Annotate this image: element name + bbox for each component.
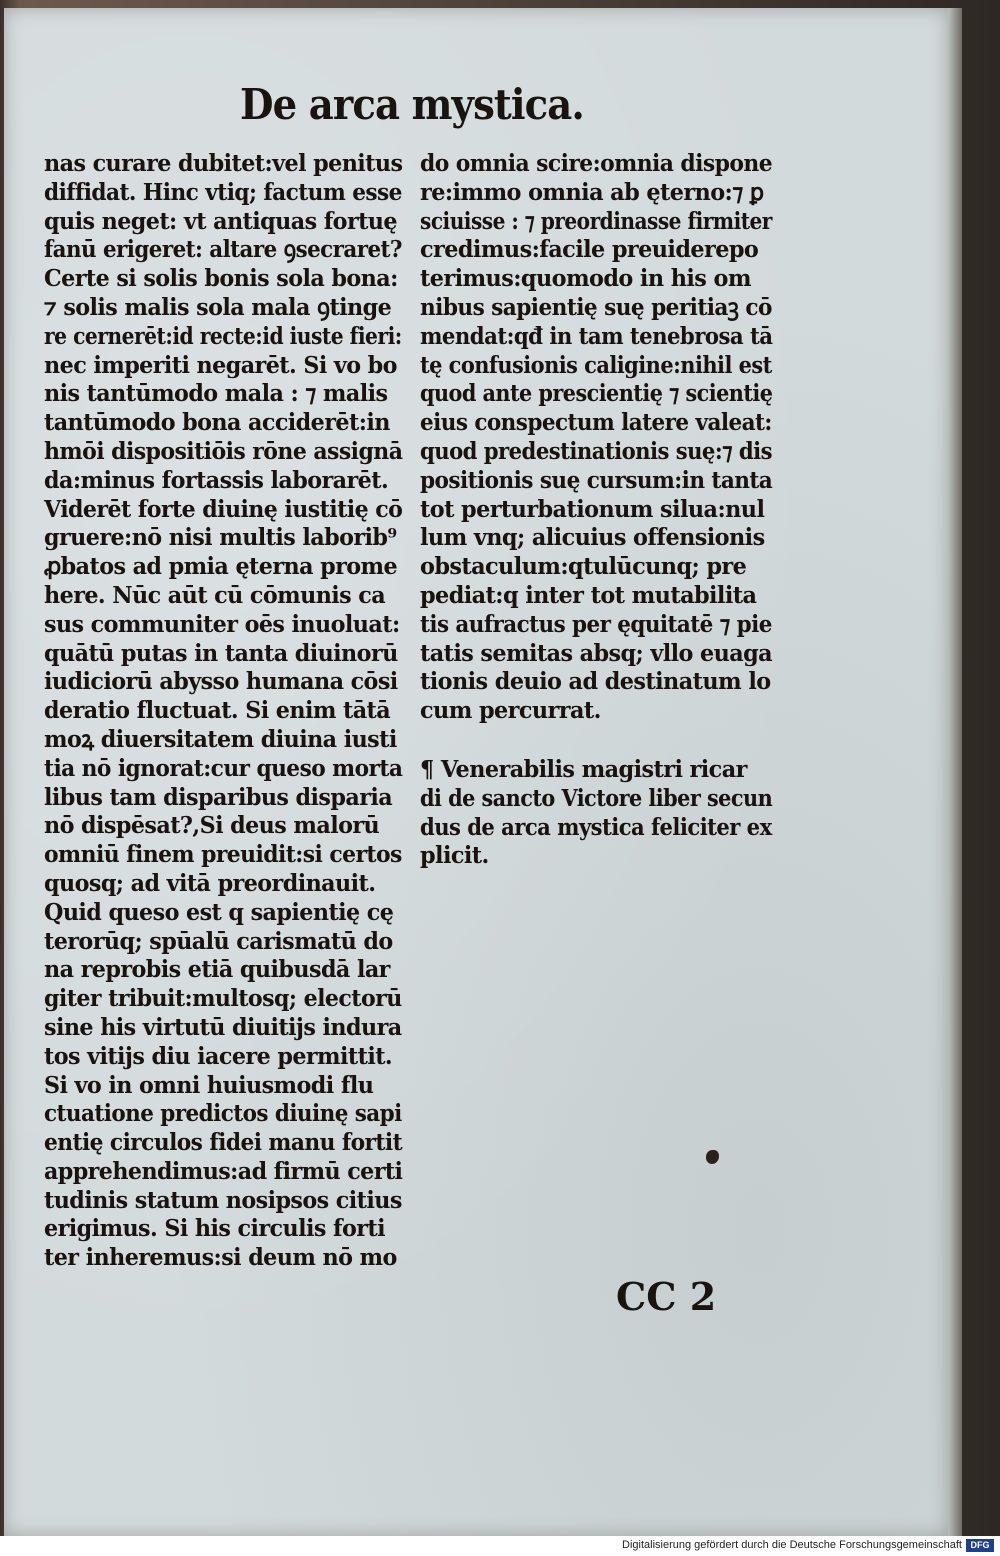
left-column-line: Si vo in omni huiusmodi flu [44, 1071, 374, 1099]
left-column-line: tos vitijs diu iacere permittit. [44, 1042, 393, 1070]
funding-credit: Digitalisierung gefördert durch die Deutsche Forschungsgemeinschaft [622, 1539, 962, 1551]
right-column-line: pediat:q inter tot mutabilita [420, 581, 757, 609]
page-edge [948, 8, 962, 1536]
left-column-line: ter inheremus:si deum nō mo [44, 1244, 397, 1272]
left-column-line: Quid queso est q sapientię cę [44, 898, 394, 926]
right-column-line: nibus sapientię suę peritiaꝫ cō [420, 293, 772, 321]
colophon-line: plicit. [420, 842, 489, 870]
right-column-line: tatis semitas absq; vllo euaga [420, 639, 773, 667]
right-column-line: tis aufractus per ęquitatē ⁊ pie [420, 610, 772, 638]
signature-mark: CC 2 [616, 1274, 717, 1319]
left-column-line: sus communiter oēs inuoluat: [44, 610, 400, 638]
left-column-line: nō dispēsat?,Si deus malorū [44, 812, 380, 840]
left-column-line: tudinis statum nosipsos citius [44, 1186, 402, 1214]
left-column-line: deratio fluctuat. Si enim tātā [44, 697, 391, 725]
left-column-line: entię circulos fidei manu fortit [44, 1129, 403, 1157]
left-column-line: nis tantūmodo mala : ⁊ malis [44, 380, 388, 408]
right-column-line: sciuisse : ⁊ preordinasse firmiter [420, 207, 772, 235]
left-column-line: da:minus fortassis laborarēt. [44, 466, 389, 494]
colophon-line: di de sancto Victore liber secun [420, 784, 773, 812]
left-column-line: iudiciorū abysso humana cōsi [44, 668, 398, 696]
right-column-line: terimus:quomodo in his om [420, 265, 751, 293]
left-column-line: ctuatione predictos diuinę sapi [44, 1100, 402, 1128]
left-column-line: apprehendimus:ad firmū certi [44, 1157, 403, 1185]
dfg-logo: DFG [966, 1539, 994, 1552]
left-column-line: Certe si solis bonis sola bona: [44, 265, 398, 293]
left-column-line: terorūq; spūalū carismatū do [44, 927, 393, 955]
left-column-line: erigimus. Si his circulis forti [44, 1215, 385, 1243]
right-column-line: mendat:qđ in tam tenebrosa tā [420, 322, 773, 350]
right-column-line: cum percurrat. [420, 697, 601, 725]
ink-blot [706, 1150, 719, 1164]
left-column-line: giter tribuit:multosq; electorū [44, 985, 402, 1013]
book-page [4, 8, 948, 1536]
left-column-line: tia nō ignorat:cur queso morta [44, 754, 403, 782]
left-column-line: ⁊ solis malis sola mala ꝯtinge [44, 293, 392, 321]
right-column-line: credimus:facile preuiderepo [420, 236, 759, 264]
colophon-line: dus de arca mystica feliciter ex [420, 813, 772, 841]
right-column-line: quod ante prescientię ⁊ scientię [420, 380, 773, 408]
left-column-line: quātū putas in tanta diuinorū [44, 639, 398, 667]
right-column-line: eius conspectum latere valeat: [420, 409, 772, 437]
left-column-line: re cernerēt:id recte:id iuste fieri: [44, 322, 402, 350]
running-head: De arca mystica. [240, 80, 584, 129]
right-column-line: quod predestinationis suę:⁊ dis [420, 437, 773, 465]
right-column-line: do omnia scire:omnia dispone [420, 150, 773, 177]
right-column-text [420, 150, 782, 726]
right-column-line: lum vnq; alicuius offensionis [420, 524, 765, 552]
left-column-line: quis neget: vt antiquas fortuę [44, 207, 398, 235]
left-column-line: gruere:nō nisi multis laborib⁹ [44, 524, 397, 552]
left-column-line: moꝝ diuersitatem diuina iusti [44, 725, 397, 753]
digitization-footer [0, 1536, 1000, 1556]
right-column [420, 150, 782, 871]
left-column-line: ꝓbatos ad pmia ęterna prome [44, 553, 398, 581]
colophon-line: ¶ Venerabilis magistri ricar [420, 755, 747, 783]
left-column-line: na reprobis etiā quibusdā lar [44, 956, 390, 984]
left-column [44, 150, 414, 1273]
left-column-line: Viderēt forte diuinę iustitię cō [44, 495, 403, 523]
colophon [420, 756, 782, 871]
left-column-line: libus tam disparibus disparia [44, 783, 393, 811]
left-column-line: tantūmodo bona acciderēt:in [44, 409, 390, 437]
left-column-line: fanū erigeret: altare ꝯsecraret? [44, 236, 402, 264]
right-column-line: positionis suę cursum:in tanta [420, 466, 773, 494]
right-column-line: tionis deuio ad destinatum lo [420, 668, 771, 696]
left-column-line: nas curare dubitet:vel penitus [44, 150, 403, 177]
right-column-line: obstaculum:qtulūcunq; pre [420, 553, 747, 581]
left-column-line: here. Nūc aūt cū cōmunis ca [44, 581, 386, 609]
left-column-line: sine his virtutū diuitijs indura [44, 1013, 402, 1041]
left-column-line: quosq; ad vitā preordinauit. [44, 869, 376, 897]
left-column-line: diffidat. Hinc vtiq; factum esse [44, 178, 402, 206]
section-gap [420, 726, 782, 756]
right-column-line: tot perturbationum silua:nul [420, 495, 765, 523]
left-column-line: nec imperiti negarēt. Si vo bo [44, 351, 397, 379]
right-column-line: re:immo omnia ab ęterno:⁊ ꝑ [420, 178, 764, 206]
right-column-line: tę confusionis caligine:nihil est [420, 351, 772, 379]
left-column-line: omniū finem preuidit:si certos [44, 841, 402, 869]
left-column-line: hmōi dispositiōis rōne assignā [44, 437, 403, 465]
